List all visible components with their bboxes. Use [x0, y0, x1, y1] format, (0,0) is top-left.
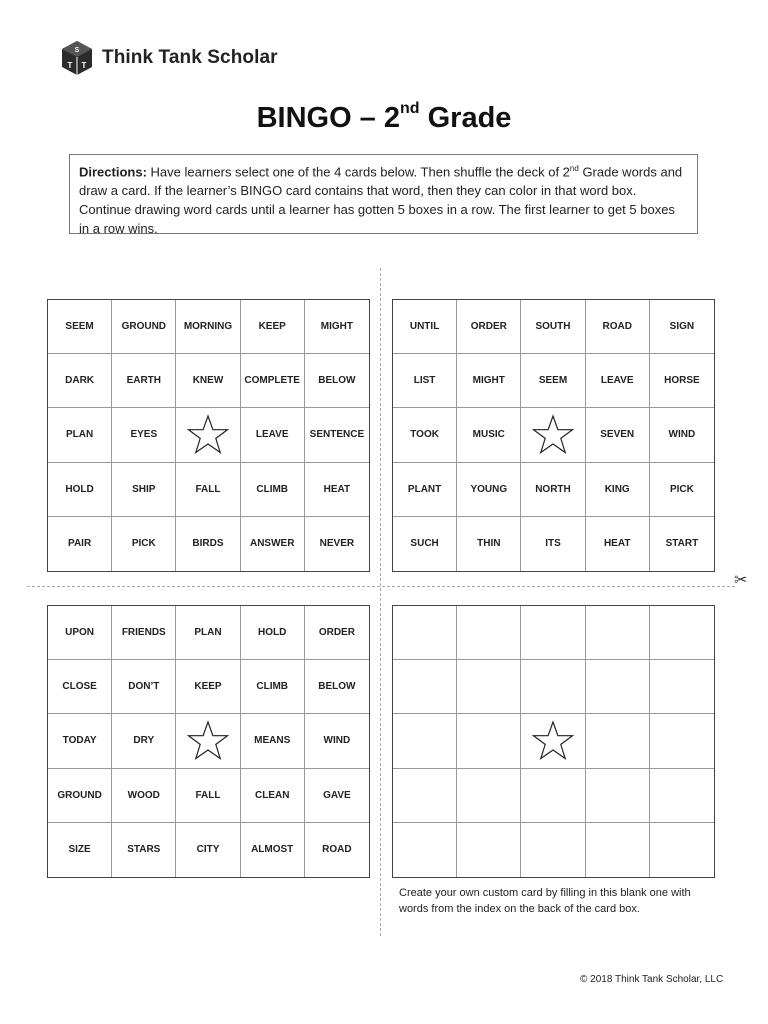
- bingo-cell: [305, 660, 369, 714]
- bingo-cell: [112, 823, 176, 877]
- title-sup: nd: [400, 100, 420, 118]
- bingo-word: SIGN: [669, 321, 695, 333]
- directions-text-1: Have learners select one of the 4 cards below. Then shuffle the deck of 2: [146, 164, 570, 180]
- bingo-word: MIGHT: [320, 321, 353, 333]
- bingo-cell: [305, 823, 369, 877]
- bingo-cell: [650, 463, 714, 517]
- cut-line-horizontal: [27, 586, 735, 587]
- brand: [61, 40, 278, 76]
- title-rest: Grade: [419, 102, 512, 134]
- directions-text-2: Grade words and draw a card. If the learner’s BINGO card contains that word, then they can color in that word box. Continue drawing word cards until a learner has gotten 5 boxes in a row. The first learner to get 5 boxes in a row wins.: [79, 164, 683, 237]
- bingo-word: FALL: [195, 483, 221, 495]
- bingo-cell: [305, 517, 369, 571]
- bingo-word: SEEM: [65, 321, 94, 333]
- svg-text:T: T: [67, 61, 73, 70]
- bingo-cell: [112, 660, 176, 714]
- bingo-cell: [457, 354, 521, 408]
- bingo-word: SENTENCE: [309, 429, 365, 441]
- bingo-cell: [48, 714, 112, 768]
- bingo-cell: [305, 714, 369, 768]
- bingo-card-1: [47, 299, 370, 572]
- bingo-word: LEAVE: [600, 375, 634, 387]
- bingo-cell: [457, 300, 521, 354]
- bingo-cell: [48, 463, 112, 517]
- bingo-cell: [241, 823, 305, 877]
- bingo-word: SIZE: [68, 844, 91, 856]
- bingo-word: HOLD: [65, 483, 94, 495]
- bingo-word: PLANT: [407, 483, 442, 495]
- bingo-word: MIGHT: [472, 375, 505, 387]
- bingo-word: LEAVE: [255, 429, 289, 441]
- bingo-word: HEAT: [323, 483, 351, 495]
- bingo-cell: [241, 408, 305, 462]
- bingo-cell: [393, 408, 457, 462]
- bingo-word: ORDER: [318, 627, 355, 639]
- bingo-word: UNTIL: [409, 321, 440, 333]
- bingo-cell: [393, 660, 457, 714]
- bingo-cell: [305, 463, 369, 517]
- bingo-cell: [393, 517, 457, 571]
- bingo-word: SEEM: [538, 375, 568, 387]
- title-main: BINGO – 2: [256, 102, 400, 134]
- bingo-word: CLOSE: [62, 681, 97, 693]
- bingo-word: DON’T: [128, 681, 160, 693]
- bingo-word: ALMOST: [251, 844, 294, 856]
- bingo-word: PICK: [131, 538, 156, 550]
- svg-text:T: T: [81, 61, 87, 70]
- bingo-cell: [393, 463, 457, 517]
- bingo-cell: [586, 769, 650, 823]
- star-icon: [187, 414, 229, 456]
- bingo-word: ROAD: [602, 321, 632, 333]
- bingo-cell: [176, 660, 240, 714]
- bingo-cell: [241, 300, 305, 354]
- bingo-word: WOOD: [127, 789, 160, 801]
- bingo-card-2: [392, 299, 715, 572]
- bingo-cell: [305, 606, 369, 660]
- bingo-cell: [457, 769, 521, 823]
- bingo-cell: [241, 354, 305, 408]
- free-space-cell: [521, 714, 585, 768]
- bingo-word: COMPLETE: [244, 375, 300, 387]
- bingo-word: DRY: [133, 735, 155, 747]
- bingo-cell: [112, 354, 176, 408]
- bingo-word: CLEAN: [254, 789, 290, 801]
- bingo-cell: [457, 660, 521, 714]
- bingo-cell: [393, 714, 457, 768]
- bingo-word: CLIMB: [256, 681, 289, 693]
- bingo-cell: [176, 300, 240, 354]
- cube-logo-icon: [61, 40, 93, 76]
- free-space-cell: [176, 408, 240, 462]
- bingo-word: MEANS: [254, 735, 291, 747]
- bingo-word: START: [665, 538, 699, 550]
- bingo-word: TODAY: [62, 735, 97, 747]
- bingo-word: NORTH: [535, 483, 571, 495]
- bingo-word: ITS: [545, 538, 561, 550]
- bingo-word: TOOK: [410, 429, 439, 441]
- bingo-cell: [176, 517, 240, 571]
- bingo-word: STARS: [127, 844, 161, 856]
- bingo-cell: [650, 408, 714, 462]
- bingo-word: PICK: [669, 483, 694, 495]
- bingo-cell: [586, 606, 650, 660]
- bingo-cell: [393, 606, 457, 660]
- bingo-cell: [650, 300, 714, 354]
- bingo-cell: [457, 517, 521, 571]
- bingo-cell: [650, 517, 714, 571]
- bingo-cell: [305, 300, 369, 354]
- bingo-cell: [241, 660, 305, 714]
- bingo-cell: [241, 463, 305, 517]
- bingo-cell: [393, 354, 457, 408]
- bingo-word: MUSIC: [472, 429, 505, 441]
- bingo-cell: [241, 769, 305, 823]
- bingo-cell: [521, 660, 585, 714]
- star-icon: [532, 720, 574, 762]
- bingo-cell: [48, 517, 112, 571]
- bingo-word: SEVEN: [600, 429, 635, 441]
- bingo-word: WIND: [668, 429, 696, 441]
- brand-name: Think Tank Scholar: [102, 47, 278, 68]
- bingo-word: KEEP: [258, 321, 286, 333]
- bingo-cell: [586, 660, 650, 714]
- bingo-word: GAVE: [323, 789, 351, 801]
- bingo-cell: [586, 823, 650, 877]
- bingo-cell: [176, 769, 240, 823]
- bingo-cell: [48, 606, 112, 660]
- bingo-word: BELOW: [318, 681, 356, 693]
- svg-text:S: S: [74, 47, 80, 54]
- bingo-cell: [586, 714, 650, 768]
- bingo-cell: [650, 354, 714, 408]
- bingo-cell: [305, 408, 369, 462]
- bingo-word: PAIR: [68, 538, 92, 550]
- bingo-cell: [48, 769, 112, 823]
- bingo-cell: [112, 300, 176, 354]
- bingo-word: THIN: [477, 538, 501, 550]
- scissors-icon: ✂: [734, 572, 748, 589]
- bingo-word: HEAT: [603, 538, 631, 550]
- bingo-cell: [112, 769, 176, 823]
- bingo-cell: [305, 354, 369, 408]
- star-icon: [187, 720, 229, 762]
- bingo-card-3: [47, 605, 370, 878]
- bingo-card-blank: [392, 605, 715, 878]
- bingo-cell: [650, 606, 714, 660]
- bingo-cell: [112, 517, 176, 571]
- bingo-word: PLAN: [194, 627, 222, 639]
- page-title: [0, 102, 768, 135]
- bingo-word: HORSE: [664, 375, 700, 387]
- free-space-cell: [521, 408, 585, 462]
- bingo-cell: [393, 769, 457, 823]
- bingo-cell: [241, 517, 305, 571]
- bingo-word: YOUNG: [470, 483, 508, 495]
- bingo-cell: [112, 463, 176, 517]
- bingo-cell: [176, 354, 240, 408]
- directions-box: [69, 154, 698, 237]
- bingo-cell: [457, 823, 521, 877]
- bingo-cell: [176, 606, 240, 660]
- bingo-cell: [650, 660, 714, 714]
- cut-line-vertical: [380, 268, 381, 936]
- bingo-word: NEVER: [319, 538, 355, 550]
- bingo-cell: [241, 606, 305, 660]
- bingo-cell: [650, 769, 714, 823]
- bingo-word: KING: [604, 483, 630, 495]
- bingo-word: EYES: [130, 429, 158, 441]
- bingo-cell: [586, 408, 650, 462]
- bingo-cell: [586, 354, 650, 408]
- star-icon: [532, 414, 574, 456]
- bingo-word: FALL: [195, 789, 221, 801]
- bingo-word: DARK: [65, 375, 95, 387]
- bingo-cell: [48, 823, 112, 877]
- bingo-cell: [241, 714, 305, 768]
- bingo-cell: [48, 660, 112, 714]
- directions-label: Directions:: [79, 164, 147, 180]
- bingo-cell: [650, 714, 714, 768]
- bingo-cell: [521, 354, 585, 408]
- bingo-word: KEEP: [194, 681, 222, 693]
- bingo-cell: [176, 463, 240, 517]
- bingo-cell: [393, 300, 457, 354]
- bingo-cell: [48, 300, 112, 354]
- bingo-word: BELOW: [318, 375, 356, 387]
- bingo-cell: [305, 769, 369, 823]
- bingo-word: CITY: [196, 844, 220, 856]
- bingo-word: CLIMB: [256, 483, 289, 495]
- bingo-cell: [521, 606, 585, 660]
- bingo-cell: [112, 714, 176, 768]
- bingo-cell: [521, 517, 585, 571]
- bingo-cell: [521, 463, 585, 517]
- custom-card-note: Create your own custom card by filling in this blank one with words from the index on the back of the card box.: [399, 887, 691, 915]
- bingo-cell: [586, 463, 650, 517]
- bingo-word: ANSWER: [249, 538, 295, 550]
- bingo-word: BIRDS: [192, 538, 224, 550]
- bingo-cell: [112, 606, 176, 660]
- bingo-word: SHIP: [132, 483, 156, 495]
- directions-sup: nd: [569, 164, 579, 173]
- bingo-word: ORDER: [470, 321, 507, 333]
- bingo-cell: [650, 823, 714, 877]
- bingo-cell: [586, 517, 650, 571]
- bingo-word: UPON: [65, 627, 95, 639]
- bingo-word: WIND: [323, 735, 351, 747]
- bingo-cell: [457, 606, 521, 660]
- bingo-cell: [176, 823, 240, 877]
- bingo-cell: [457, 463, 521, 517]
- bingo-word: LIST: [413, 375, 436, 387]
- bingo-cell: [521, 769, 585, 823]
- bingo-word: FRIENDS: [121, 627, 166, 639]
- free-space-cell: [176, 714, 240, 768]
- bingo-word: GROUND: [121, 321, 167, 333]
- bingo-cell: [521, 823, 585, 877]
- bingo-word: PLAN: [65, 429, 94, 441]
- bingo-cell: [48, 408, 112, 462]
- bingo-word: EARTH: [126, 375, 162, 387]
- bingo-word: HOLD: [258, 627, 287, 639]
- copyright: © 2018 Think Tank Scholar, LLC: [580, 974, 724, 985]
- bingo-cell: [521, 300, 585, 354]
- bingo-word: ROAD: [322, 844, 352, 856]
- bingo-word: SUCH: [410, 538, 439, 550]
- bingo-word: MORNING: [183, 321, 233, 333]
- bingo-cell: [112, 408, 176, 462]
- bingo-cell: [586, 300, 650, 354]
- bingo-cell: [457, 714, 521, 768]
- bingo-word: KNEW: [192, 375, 224, 387]
- bingo-word: GROUND: [57, 789, 102, 801]
- bingo-cell: [457, 408, 521, 462]
- bingo-cell: [393, 823, 457, 877]
- bingo-word: SOUTH: [535, 321, 571, 333]
- bingo-cell: [48, 354, 112, 408]
